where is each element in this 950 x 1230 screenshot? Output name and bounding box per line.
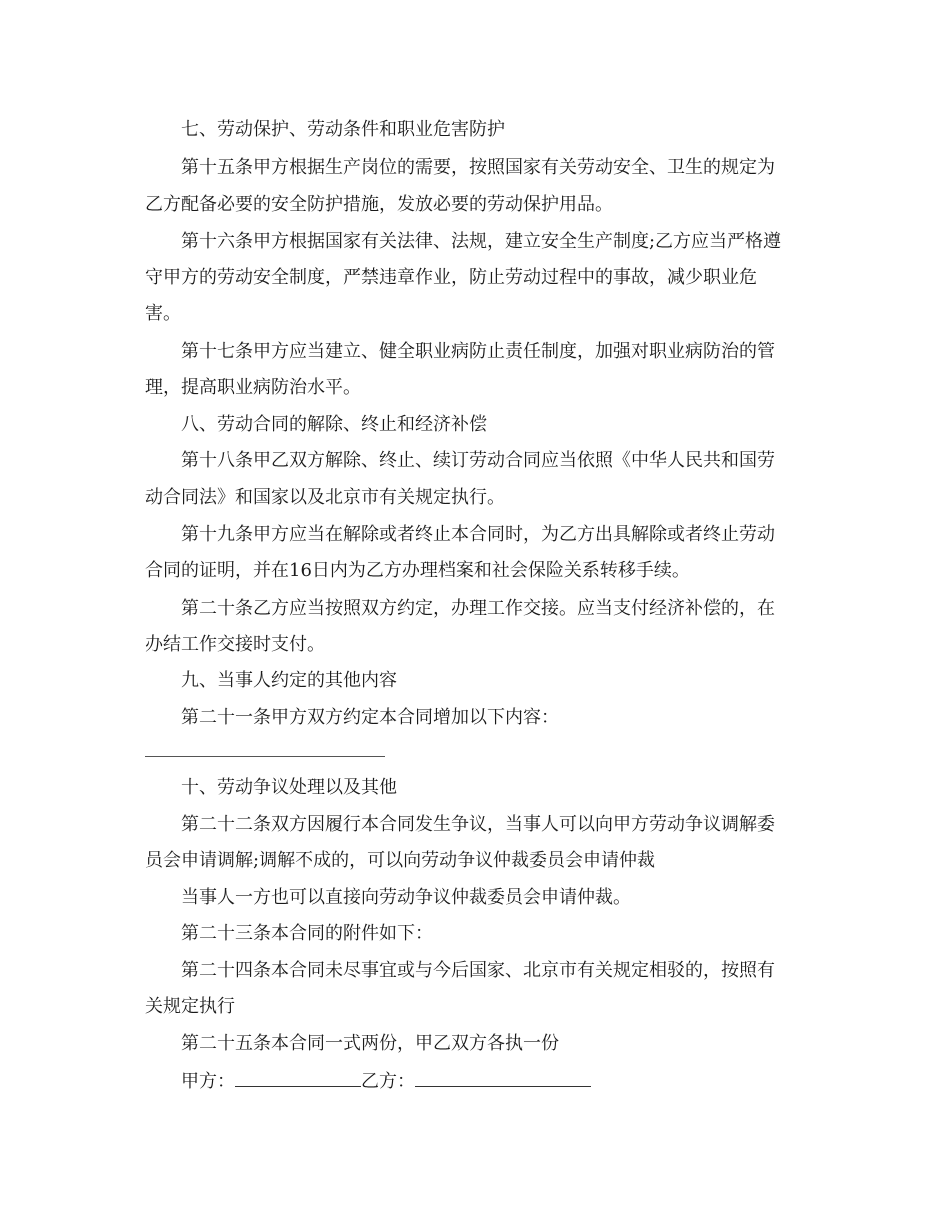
- paragraph-line: 第十八条甲乙双方解除、终止、续订劳动合同应当依照《中华人民共和国劳: [181, 450, 775, 471]
- paragraph-line: 第二十五条本合同一式两份，甲乙双方各执一份: [181, 1033, 559, 1054]
- paragraph-line: 第二十三条本合同的附件如下：: [181, 923, 433, 944]
- fill-in-blank-line: [145, 756, 385, 757]
- paragraph-line: 第二十四条本合同未尽事宜或与今后国家、北京市有关规定相驳的，按照有: [181, 960, 775, 981]
- section-heading: 八、劳动合同的解除、终止和经济补偿: [181, 414, 487, 435]
- paragraph-line: 当事人一方也可以直接向劳动争议仲裁委员会申请仲裁。: [181, 887, 631, 908]
- paragraph-line: 第二十二条双方因履行本合同发生争议，当事人可以向甲方劳动争议调解委: [181, 814, 775, 835]
- section-heading: 九、当事人约定的其他内容: [181, 670, 397, 691]
- paragraph-line: 第十五条甲方根据生产岗位的需要，按照国家有关劳动安全、卫生的规定为: [181, 157, 775, 178]
- paragraph-line: 办结工作交接时支付。: [145, 634, 325, 655]
- paragraph-line: 第二十一条甲方双方约定本合同增加以下内容：: [181, 707, 559, 728]
- paragraph-line: 合同的证明，并在16日内为乙方办理档案和社会保险关系转移手续。: [145, 560, 690, 581]
- paragraph-line: 害。: [145, 303, 181, 324]
- party-a-blank: [235, 1068, 361, 1087]
- paragraph-line: 动合同法》和国家以及北京市有关规定执行。: [145, 487, 505, 508]
- paragraph-line: 理，提高职业病防治水平。: [145, 377, 361, 398]
- section-heading: 十、劳动争议处理以及其他: [181, 777, 397, 798]
- paragraph-line: 第十六条甲方根据国家有关法律、法规，建立安全生产制度;乙方应当严格遵: [181, 231, 782, 252]
- paragraph-line: 第二十条乙方应当按照双方约定，办理工作交接。应当支付经济补偿的，在: [181, 598, 775, 619]
- signature-line: [181, 1068, 591, 1094]
- section-heading: 七、劳动保护、劳动条件和职业危害防护: [181, 119, 505, 140]
- party-a-label: 甲方：: [181, 1071, 235, 1092]
- paragraph-line: 守甲方的劳动安全制度，严禁违章作业，防止劳动过程中的事故，减少职业危: [145, 267, 757, 288]
- party-b-label: 乙方：: [361, 1071, 415, 1092]
- paragraph-line: 员会申请调解;调解不成的，可以向劳动争议仲裁委员会申请仲裁: [145, 850, 656, 871]
- paragraph-line: 第十七条甲方应当建立、健全职业病防止责任制度，加强对职业病防治的管: [181, 341, 775, 362]
- paragraph-line: 乙方配备必要的安全防护措施，发放必要的劳动保护用品。: [145, 194, 613, 215]
- paragraph-line: 第十九条甲方应当在解除或者终止本合同时，为乙方出具解除或者终止劳动: [181, 524, 775, 545]
- paragraph-line: 关规定执行: [145, 996, 235, 1017]
- party-b-blank: [415, 1068, 591, 1087]
